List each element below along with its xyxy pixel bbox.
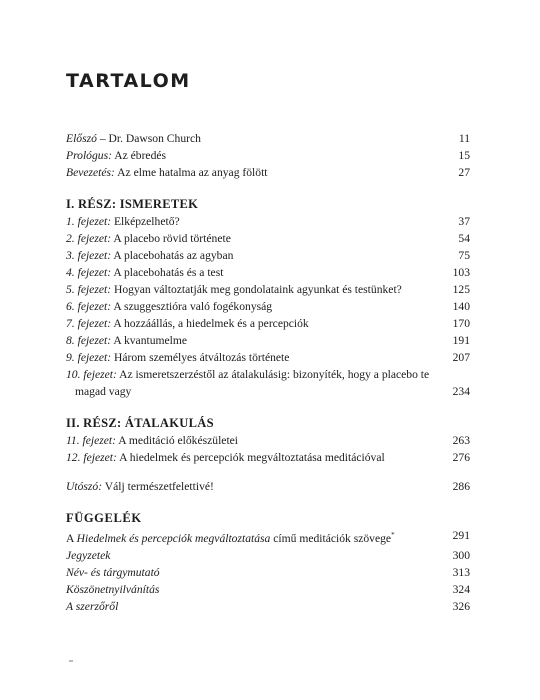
page-number: 313 — [452, 566, 470, 579]
toc-entry-prologue[interactable] — [66, 147, 470, 164]
entry-title: Az elme hatalma az anyag fölött — [114, 166, 268, 179]
page-number: 125 — [452, 283, 470, 296]
toc-entry-afterword[interactable] — [66, 478, 470, 495]
toc-entry-about-author[interactable] — [66, 598, 470, 615]
entry-prefix: 1. fejezet: — [66, 215, 112, 228]
entry-prefix: Prológus: — [66, 149, 112, 162]
entry-prefix: 5. fejezet: — [66, 283, 112, 296]
entry-title: A hiedelmek és percepciók megváltoztatása meditációval — [116, 451, 385, 464]
toc-entry-chapter-12[interactable] — [66, 449, 470, 466]
entry-title: A hozzáállás, a hiedelmek és a percepciók — [111, 317, 309, 330]
entry-title: Hogyan változtatják meg gondolataink agyunkat és testünket? — [111, 283, 402, 296]
toc-entry-chapter-4[interactable] — [66, 264, 470, 281]
toc-entry-chapter-2[interactable] — [66, 230, 470, 247]
toc-entry-chapter-1[interactable] — [66, 213, 470, 230]
page-number: 286 — [452, 480, 470, 493]
entry-title: Az ébredés — [111, 149, 167, 162]
entry-title: A meditáció előkészületei — [116, 434, 239, 447]
entry-prefix: 11. fejezet: — [66, 434, 117, 447]
page-number: 291 — [452, 529, 470, 542]
entry-title: Elképzelhető? — [111, 215, 180, 228]
entry-prefix: Előszó — [66, 132, 97, 145]
toc-entry-notes[interactable] — [66, 547, 470, 564]
entry-title: Név- és tárgymutató — [66, 566, 160, 579]
toc-entry-foreword[interactable] — [66, 130, 470, 147]
entry-prefix: 12. fejezet: — [66, 451, 117, 464]
entry-title: A placebohatás az agyban — [111, 249, 234, 262]
entry-prefix: 6. fejezet: — [66, 300, 112, 313]
entry-prefix: 4. fejezet: — [66, 266, 112, 279]
toc-entry-chapter-7[interactable] — [66, 315, 470, 332]
toc-entry-introduction[interactable] — [66, 164, 470, 181]
page-number: 170 — [452, 317, 470, 330]
entry-title: A placebo rövid története — [111, 232, 231, 245]
table-of-contents — [66, 130, 470, 615]
entry-title: Köszönetnyilvánítás — [66, 583, 160, 596]
page-number: 326 — [452, 600, 470, 613]
page-title: TARTALOM — [66, 70, 191, 92]
page-number: 263 — [452, 434, 470, 447]
entry-title: Válj természetfelettivé! — [102, 480, 214, 493]
toc-entry-chapter-9[interactable] — [66, 349, 470, 366]
entry-prefix: Utószó: — [66, 480, 103, 493]
toc-entry-chapter-3[interactable] — [66, 247, 470, 264]
page-number: 37 — [458, 215, 470, 228]
entry-title: Jegyzetek — [66, 549, 111, 562]
page-number: 300 — [452, 549, 470, 562]
entry-post: című meditációk szövege — [270, 532, 392, 545]
page-number: 276 — [452, 451, 470, 464]
entry-prefix: Bevezetés: — [66, 166, 115, 179]
entry-prefix: 7. fejezet: — [66, 317, 112, 330]
entry-title: – Dr. Dawson Church — [96, 132, 201, 145]
entry-title: A szerzőről — [66, 600, 119, 613]
page-number: 140 — [452, 300, 470, 313]
page-number: 11 — [458, 132, 470, 145]
entry-prefix: 8. fejezet: — [66, 334, 112, 347]
footnote-marker: * — [391, 531, 395, 539]
entry-prefix: 9. fejezet: — [66, 351, 112, 364]
toc-entry-index[interactable] — [66, 564, 470, 581]
page-number: 27 — [458, 166, 470, 179]
entry-prefix: 10. fejezet: — [66, 368, 117, 381]
entry-title: A placebohatás és a test — [111, 266, 224, 279]
toc-entry-acknowledgements[interactable] — [66, 581, 470, 598]
page-number: 15 — [458, 149, 470, 162]
page-number: 324 — [452, 583, 470, 596]
toc-entry-chapter-8[interactable] — [66, 332, 470, 349]
entry-title: A szuggesztióra való fogékonyság — [111, 300, 273, 313]
toc-entry-chapter-11[interactable] — [66, 432, 470, 449]
part2-heading: II. RÉSZ: ÁTALAKULÁS — [66, 416, 214, 430]
entry-prefix: 3. fejezet: — [66, 249, 112, 262]
appendix-heading: FÜGGELÉK — [66, 511, 142, 525]
page-mark — [69, 660, 73, 662]
page-number: 103 — [452, 266, 470, 279]
entry-prefix: 2. fejezet: — [66, 232, 112, 245]
entry-title: A kvantumelme — [111, 334, 188, 347]
page-number: 191 — [452, 334, 470, 347]
toc-entry-chapter-6[interactable] — [66, 298, 470, 315]
entry-italic-title: Hiedelmek és percepciók megváltoztatása — [76, 532, 271, 545]
part1-heading: I. RÉSZ: ISMERETEK — [66, 197, 199, 211]
entry-title: Három személyes átváltozás története — [111, 351, 290, 364]
page-number: 75 — [458, 249, 470, 262]
toc-entry-meditation-texts[interactable] — [66, 527, 470, 547]
entry-pre: A — [66, 532, 77, 545]
toc-entry-chapter-5[interactable] — [66, 281, 470, 298]
page-number: 234 — [452, 385, 470, 398]
page-number: 54 — [458, 232, 470, 245]
entry-title: Az ismeretszerzéstől az átalakulásig: bizonyíték, hogy a placebo te magad vagy — [75, 368, 430, 398]
page-number: 207 — [452, 351, 470, 364]
toc-entry-chapter-10[interactable] — [66, 366, 470, 400]
